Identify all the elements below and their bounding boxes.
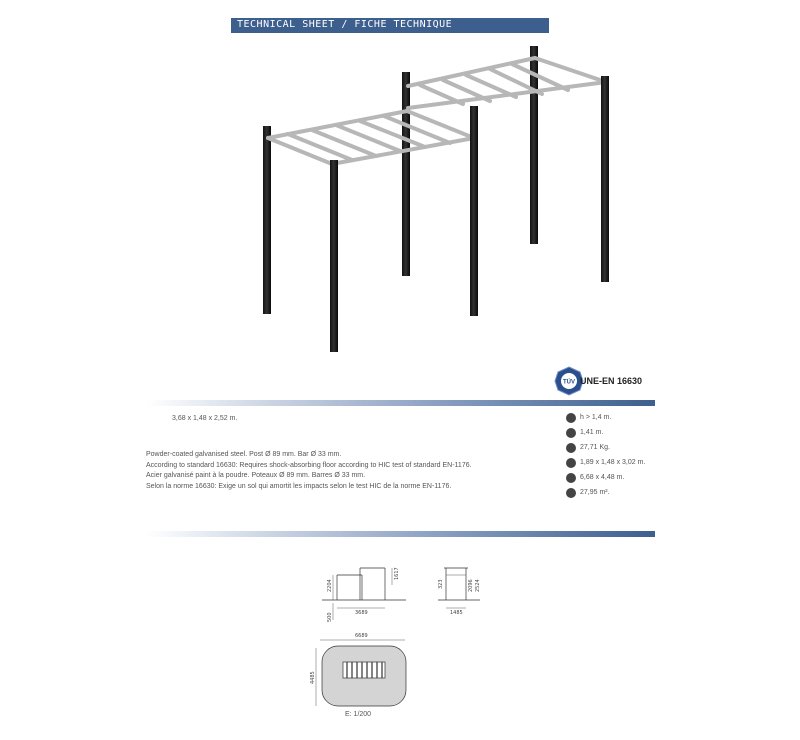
tuv-badge-text: TÜV (563, 379, 575, 386)
description-line: Selon la norme 16630: Exige un sol qui amortit les impacts selon le test HIC de la norme EN-1176. (146, 482, 452, 490)
spec-value: h > 1,4 m. (580, 414, 612, 421)
drawing-scale: E: 1/200 (345, 711, 372, 718)
spec-value: 6,68 x 4,48 m. (580, 474, 625, 481)
description-line: Powder-coated galvanised steel. Post Ø 89 mm. Bar Ø 33 mm. (146, 451, 342, 458)
spec-value: 27,71 Kg. (580, 444, 610, 451)
spec-value: 1,41 m. (580, 429, 604, 436)
description-line: According to standard 16630: Requires shock-absorbing floor according to HIC test of standard EN-1176. (146, 461, 472, 469)
page-title: TECHNICAL SHEET / FICHE TECHNIQUE (237, 19, 453, 30)
side-h3-label: 2524 (475, 579, 481, 592)
front-height-right-label: 1617 (394, 567, 400, 580)
description-line: Acier galvanisé paint à la poudre. Poteaux Ø 89 mm. Barres Ø 33 mm. (146, 472, 366, 479)
plan-view-drawing (316, 640, 406, 706)
side-h1-label: 323 (438, 579, 444, 589)
spec-value: 27,95 m². (580, 489, 610, 496)
side-h2-label: 2096 (468, 579, 474, 592)
front-base-label: 500 (327, 612, 333, 622)
product-dimensions: 3,68 x 1,48 x 2,52 m. (172, 415, 238, 422)
plan-width-label: 6689 (355, 633, 368, 639)
plan-depth-label: 4485 (310, 671, 316, 684)
side-width-label: 1485 (450, 610, 463, 616)
front-width-label: 3689 (355, 610, 368, 616)
certification-standard: UNE-EN 16630 (580, 376, 643, 386)
front-height-left-label: 2204 (327, 579, 333, 592)
spec-value: 1,89 x 1,48 x 3,02 m. (580, 459, 646, 466)
